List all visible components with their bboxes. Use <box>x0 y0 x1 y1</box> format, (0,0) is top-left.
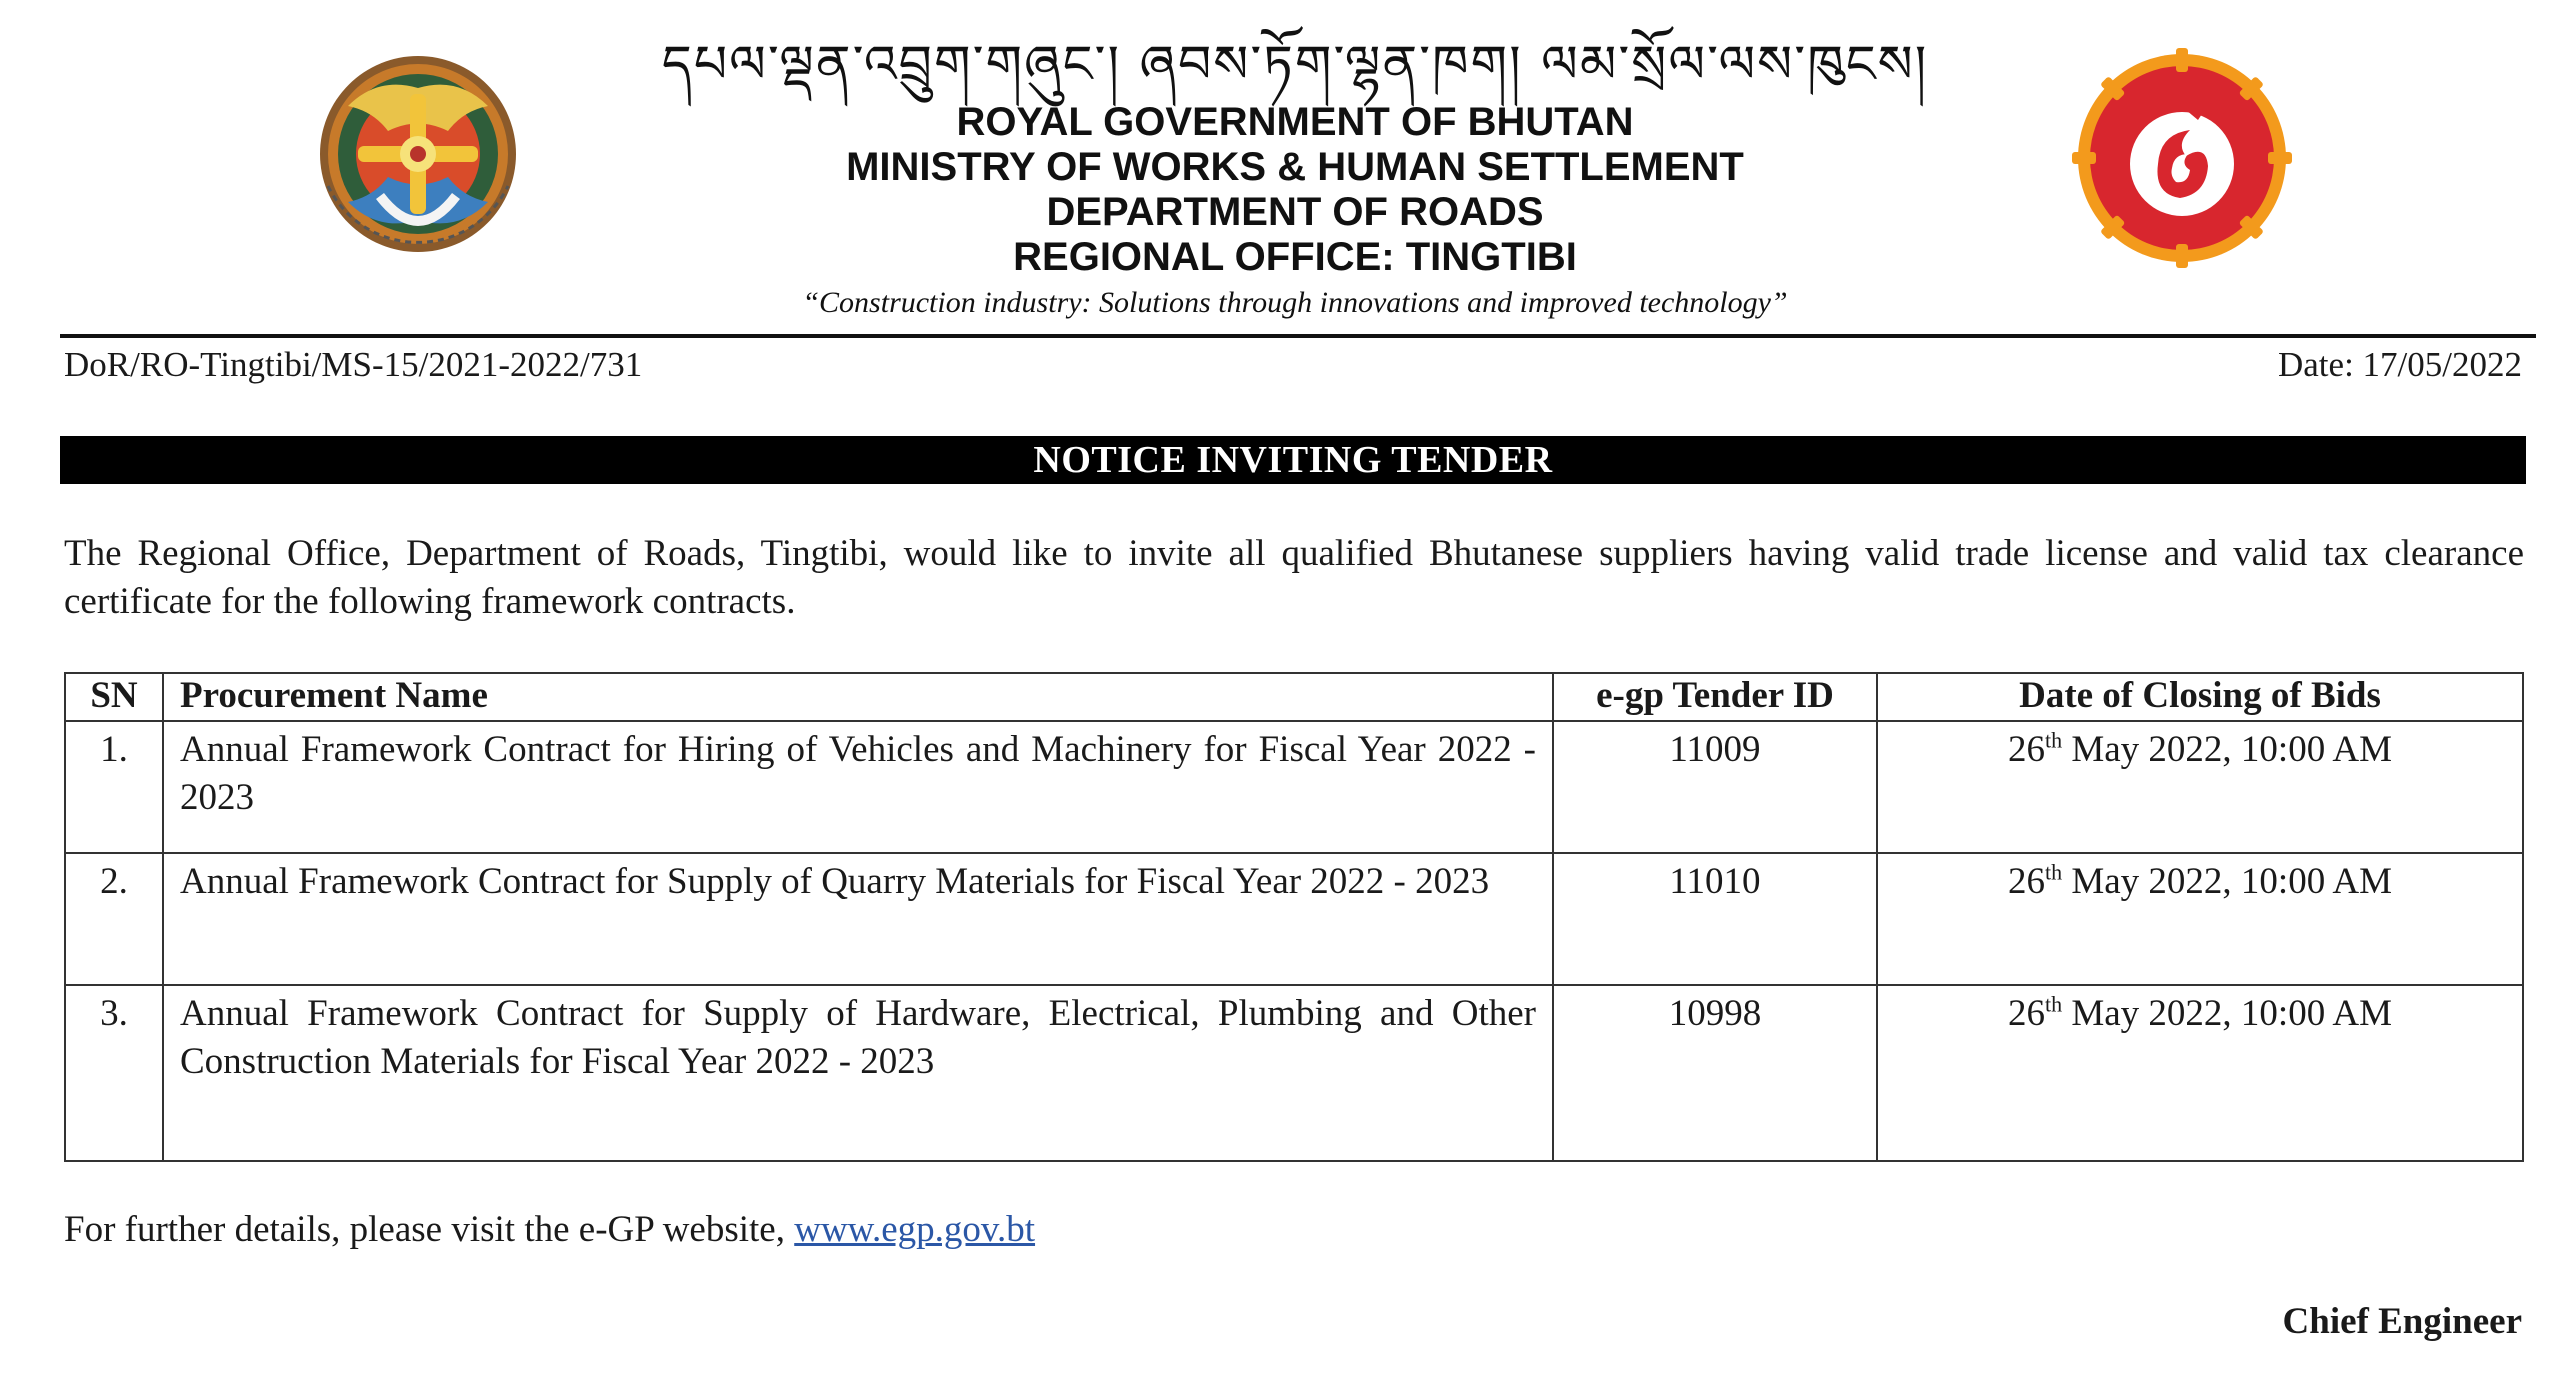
header-sn: SN <box>65 673 163 721</box>
table-row <box>65 853 2523 985</box>
government-name: ROYAL GOVERNMENT OF BHUTAN <box>956 100 1634 144</box>
letterhead <box>620 30 1970 324</box>
row-procurement-name: Annual Framework Contract for Supply of Hardware, Electrical, Plumbing and Other Construction Materials for Fiscal Year 2022 - 2023 <box>163 985 1553 1161</box>
ministry-name: MINISTRY OF WORKS & HUMAN SETTLEMENT <box>846 145 1744 189</box>
row-sn: 1. <box>65 721 163 853</box>
notice-date: Date: 17/05/2022 <box>2278 345 2522 384</box>
closing-rest: May 2022, 10:00 AM <box>2062 729 2393 770</box>
notice-title: NOTICE INVITING TENDER <box>1033 439 1553 481</box>
table-row <box>65 721 2523 853</box>
row-tender-id: 11010 <box>1553 853 1877 985</box>
row-sn: 2. <box>65 853 163 985</box>
closing-day-suffix: th <box>2044 991 2063 1017</box>
table-row <box>65 985 2523 1161</box>
closing-day-suffix: th <box>2044 859 2063 885</box>
row-tender-id: 10998 <box>1553 985 1877 1161</box>
row-closing-date <box>1877 721 2523 853</box>
reference-number: DoR/RO-Tingtibi/MS-15/2021-2022/731 <box>64 345 643 384</box>
closing-day: 26 <box>2007 729 2045 770</box>
further-details-text: For further details, please visit the e-GP website, <box>64 1209 795 1250</box>
header-divider <box>60 334 2536 338</box>
row-closing-date <box>1877 985 2523 1161</box>
closing-rest: May 2022, 10:00 AM <box>2062 993 2393 1034</box>
signatory-title: Chief Engineer <box>2282 1301 2522 1342</box>
row-procurement-name: Annual Framework Contract for Hiring of Vehicles and Machinery for Fiscal Year 2022 - 2023 <box>163 721 1553 853</box>
dzongkha-heading: དཔལ་ལྡན་འབྲུག་གཞུང་། ཞབས་ཏོག་ལྷན་ཁག། ལམ་སྲོལ་ལས་ཁུངས། <box>661 35 1929 95</box>
letterhead-motto: “Construction industry: Solutions through innovations and improved technology” <box>802 286 1788 319</box>
row-closing-date <box>1877 853 2523 985</box>
ministry-wheel-logo <box>2068 44 2296 272</box>
egp-website-link[interactable]: www.egp.gov.bt <box>794 1209 1036 1250</box>
row-sn: 3. <box>65 985 163 1161</box>
table-header-row <box>65 673 2523 721</box>
header-tender-id: e-gp Tender ID <box>1553 673 1877 721</box>
row-tender-id: 11009 <box>1553 721 1877 853</box>
closing-day: 26 <box>2007 993 2045 1034</box>
regional-office-name: REGIONAL OFFICE: TINGTIBI <box>1013 235 1577 279</box>
further-details <box>64 1206 1035 1254</box>
closing-day: 26 <box>2007 861 2045 902</box>
bhutan-national-emblem <box>288 36 548 296</box>
closing-day-suffix: th <box>2044 727 2063 753</box>
intro-paragraph: The Regional Office, Department of Roads, Tingtibi, would like to invite all qualified Bhutanese suppliers having valid trade license and valid tax clearance certificate for the following framework contracts. <box>64 533 2524 622</box>
department-name: DEPARTMENT OF ROADS <box>1046 190 1544 234</box>
tender-table <box>64 672 2524 1162</box>
closing-rest: May 2022, 10:00 AM <box>2062 861 2393 902</box>
header-closing-date: Date of Closing of Bids <box>1877 673 2523 721</box>
header-procurement-name: Procurement Name <box>163 673 1553 721</box>
row-procurement-name: Annual Framework Contract for Supply of Quarry Materials for Fiscal Year 2022 - 2023 <box>163 853 1553 985</box>
notice-banner <box>60 436 2526 484</box>
